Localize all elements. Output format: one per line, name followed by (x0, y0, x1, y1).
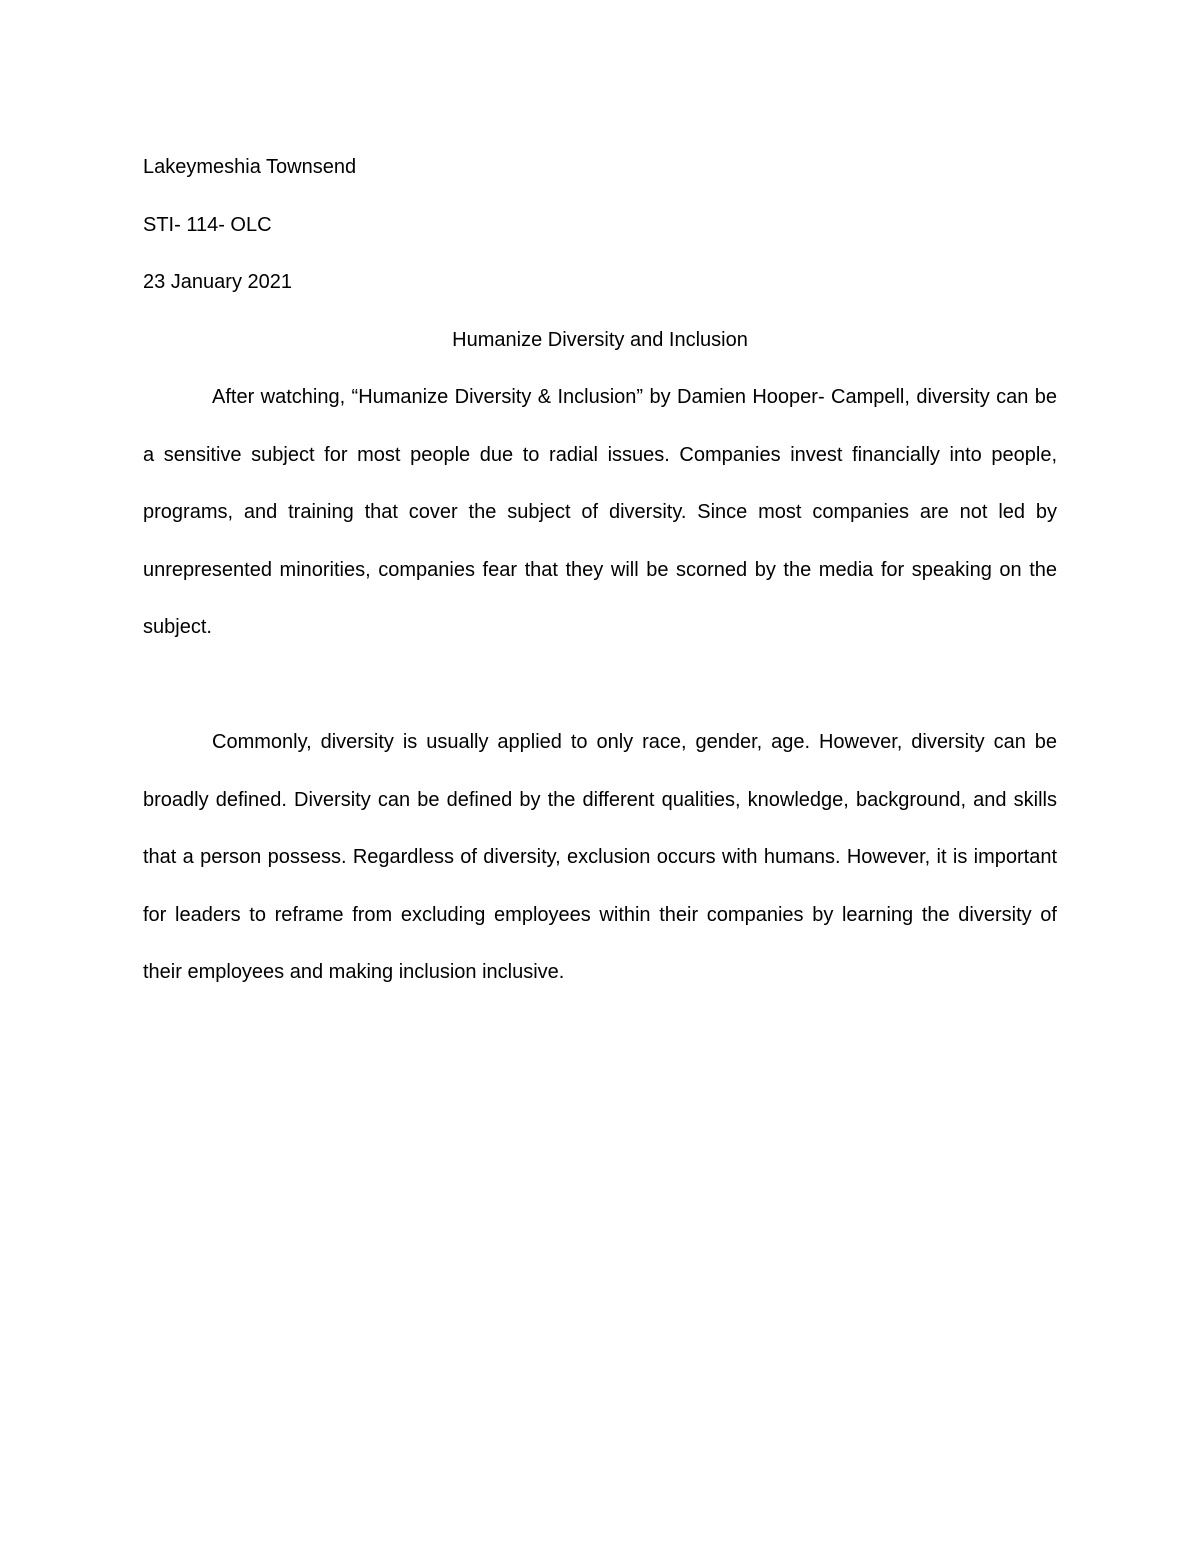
document-title: Humanize Diversity and Inclusion (452, 328, 748, 351)
document-body (143, 139, 1057, 1002)
paragraph-spacer (143, 657, 1057, 715)
paragraph-2: Commonly, diversity is usually applied to only race, gender, age. However, diversity can be broadly defined. Diversity can be defined by the different qualities, knowledge, background, and skills that a person possess. Regardless of diversity, exclusion occurs with humans. However, it is important for leaders to reframe from excluding employees within their companies by learning the diversity of their employees and making inclusion inclusive. (143, 731, 1057, 983)
document-date: 23 January 2021 (143, 271, 293, 293)
paragraph-1: After watching, “Humanize Diversity & Inclusion” by Damien Hooper- Campell, diversity can be a sensitive subject for most people due to radial issues. Companies invest financially into people, programs, and training that cover the subject of diversity. Since most companies are not led by unrepresented minorities, companies fear that they will be scorned by the media for speaking on the subject. (143, 386, 1057, 638)
author-name: Lakeymeshia Townsend (143, 156, 357, 178)
course-code: STI- 114- OLC (143, 213, 272, 236)
